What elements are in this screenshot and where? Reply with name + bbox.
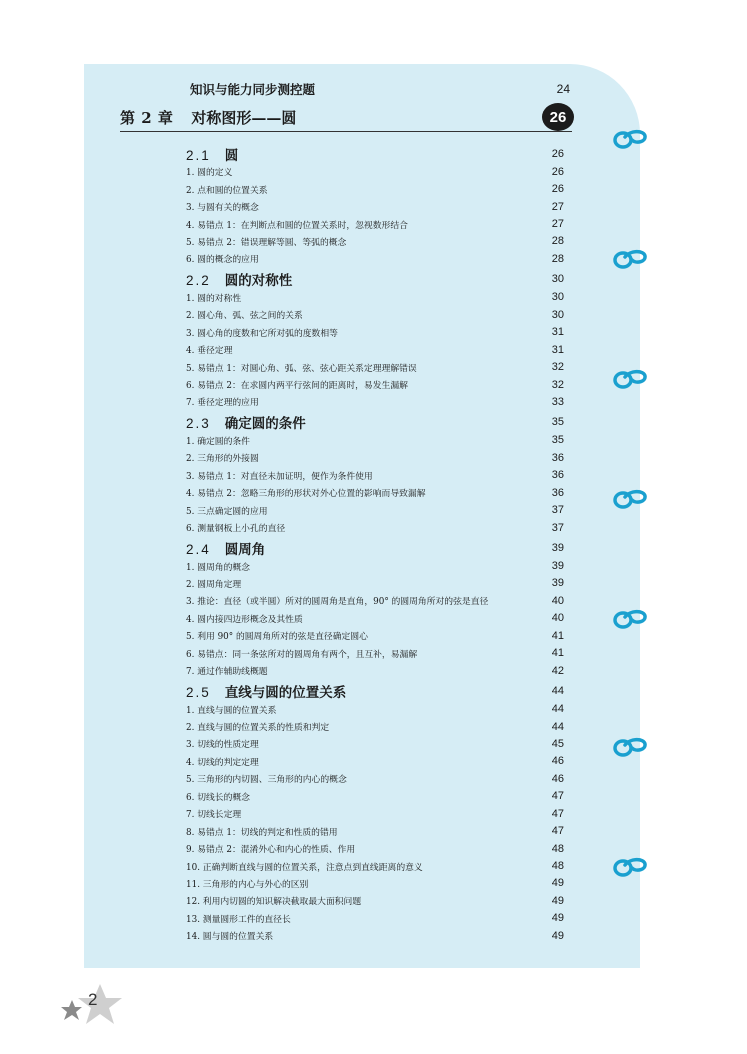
- section-number: 2.2: [186, 273, 211, 289]
- toc-item-page: 40: [551, 594, 564, 607]
- toc-item[interactable]: [186, 557, 564, 574]
- toc-item-text: 5. 三点确定圆的应用: [186, 506, 268, 517]
- toc-item[interactable]: [186, 627, 564, 644]
- toc-item-text: 5. 易错点 1：对圆心角、弧、弦、弦心距关系定理理解错误: [186, 363, 417, 374]
- toc-item[interactable]: [186, 857, 564, 874]
- section-page: 26: [551, 147, 564, 160]
- toc-item-text: 4. 易错点 1：在判断点和圆的位置关系时，忽视数形结合: [186, 220, 408, 231]
- toc-item-text: 10. 正确判断直线与圆的位置关系，注意点到直线距离的意义: [186, 862, 423, 873]
- toc-item[interactable]: [186, 840, 564, 857]
- toc-item-page: 46: [551, 755, 564, 768]
- toc-item-text: 6. 易错点 2：在求圆内两平行弦间的距离时，易发生漏解: [186, 381, 408, 392]
- toc-item-page: 49: [551, 929, 564, 942]
- section-heading[interactable]: [186, 270, 564, 289]
- chapter-heading: [120, 103, 572, 132]
- book-title-line: [190, 80, 570, 98]
- toc-item[interactable]: [186, 519, 564, 536]
- toc-item-page: 44: [551, 703, 564, 716]
- section-title-group: [186, 269, 292, 289]
- toc-item-page: 48: [551, 860, 564, 873]
- toc-item-text: 1. 圆的对称性: [186, 293, 242, 304]
- toc-item-text: 2. 圆周角定理: [186, 579, 242, 590]
- toc-item-text: 2. 点和圆的位置关系: [186, 185, 268, 196]
- toc-item-text: 14. 圆与圆的位置关系: [186, 932, 274, 943]
- toc-item[interactable]: [186, 610, 564, 627]
- toc-item-text: 3. 与圆有关的概念: [186, 203, 259, 214]
- toc-item[interactable]: [186, 735, 564, 752]
- toc-item[interactable]: [186, 501, 564, 518]
- book-title: 知识与能力同步测控题: [190, 82, 316, 97]
- toc-item[interactable]: [186, 393, 564, 410]
- toc-item-page: 32: [551, 378, 564, 391]
- toc-item[interactable]: [186, 250, 564, 267]
- toc-item[interactable]: [186, 892, 564, 909]
- section-title-group: [186, 412, 306, 432]
- toc-item-text: 7. 通过作辅助线概题: [186, 667, 268, 678]
- toc-item-text: 6. 切线长的概念: [186, 792, 250, 803]
- toc-item[interactable]: [186, 432, 564, 449]
- toc-item[interactable]: [186, 575, 564, 592]
- toc-item-page: 42: [551, 664, 564, 677]
- toc-item[interactable]: [186, 376, 564, 393]
- toc-item-page: 39: [551, 560, 564, 573]
- section-number: 2.1: [186, 147, 211, 163]
- toc-item-text: 3. 易错点 1：对直径未加证明，便作为条件使用: [186, 471, 373, 482]
- toc-item[interactable]: [186, 645, 564, 662]
- toc-item[interactable]: [186, 233, 564, 250]
- toc-item-page: 37: [551, 504, 564, 517]
- toc-item[interactable]: [186, 467, 564, 484]
- toc-item[interactable]: [186, 215, 564, 232]
- toc-item[interactable]: [186, 198, 564, 215]
- section-heading[interactable]: [186, 413, 564, 432]
- binder-ring-icon: [612, 608, 648, 630]
- toc-item-page: 31: [551, 343, 564, 356]
- toc-item-page: 35: [551, 434, 564, 447]
- toc-item[interactable]: [186, 927, 564, 944]
- toc-item-page: 30: [551, 291, 564, 304]
- table-of-contents: [186, 142, 564, 945]
- section-page: 35: [551, 416, 564, 429]
- toc-item-text: 1. 圆的定义: [186, 168, 233, 179]
- page-number: 2: [88, 990, 98, 1009]
- toc-item[interactable]: [186, 718, 564, 735]
- toc-item[interactable]: [186, 341, 564, 358]
- toc-item-page: 27: [551, 218, 564, 231]
- section-title-group: [186, 538, 265, 558]
- toc-item-text: 1. 确定圆的条件: [186, 436, 250, 447]
- toc-item-text: 8. 易错点 1：切线的判定和性质的错用: [186, 827, 338, 838]
- section-heading[interactable]: [186, 144, 564, 163]
- section-title: 确定圆的条件: [224, 416, 306, 433]
- section-title: 圆周角: [224, 541, 266, 558]
- toc-item[interactable]: [186, 449, 564, 466]
- toc-item-text: 5. 利用 90° 的圆周角所对的弦是直径确定圆心: [186, 632, 368, 643]
- binder-ring-icon: [612, 128, 648, 150]
- toc-item-text: 6. 易错点：同一条弦所对的圆周角有两个，且互补，易漏解: [186, 649, 418, 660]
- section-title: 直线与圆的位置关系: [224, 684, 347, 701]
- toc-item-text: 9. 易错点 2：混淆外心和内心的性质、作用: [186, 845, 356, 856]
- toc-item-page: 28: [551, 252, 564, 265]
- toc-item-text: 4. 切线的判定定理: [186, 757, 259, 768]
- toc-item-text: 5. 易错点 2：错误理解等圆、等弧的概念: [186, 237, 347, 248]
- toc-item[interactable]: [186, 592, 564, 609]
- section-page: 39: [551, 541, 564, 554]
- section-title: 圆的对称性: [224, 273, 293, 290]
- toc-item-text: 6. 测量钢板上小孔的直径: [186, 524, 286, 535]
- toc-item[interactable]: [186, 163, 564, 180]
- toc-item-page: 47: [551, 807, 564, 820]
- section-number: 2.3: [186, 416, 211, 432]
- toc-item-page: 46: [551, 772, 564, 785]
- toc-item[interactable]: [186, 805, 564, 822]
- toc-item-page: 36: [551, 469, 564, 482]
- toc-item-text: 1. 直线与圆的位置关系: [186, 705, 277, 716]
- toc-item-text: 2. 直线与圆的位置关系的性质和判定: [186, 723, 330, 734]
- toc-item-page: 28: [551, 235, 564, 248]
- chapter-label: 第 2 章: [120, 108, 174, 127]
- toc-item-page: 32: [551, 361, 564, 374]
- toc-item-page: 49: [551, 894, 564, 907]
- toc-item-page: 47: [551, 825, 564, 838]
- toc-item-text: 6. 圆的概念的应用: [186, 255, 259, 266]
- toc-item-page: 27: [551, 200, 564, 213]
- toc-item[interactable]: [186, 700, 564, 717]
- toc-item[interactable]: [186, 358, 564, 375]
- toc-item-text: 4. 垂径定理: [186, 346, 233, 357]
- toc-item-text: 11. 三角形的内心与外心的区别: [186, 879, 309, 890]
- toc-item[interactable]: [186, 875, 564, 892]
- toc-item[interactable]: [186, 770, 564, 787]
- toc-item-page: 40: [551, 612, 564, 625]
- chapter-title: 对称图形——圆: [191, 108, 297, 127]
- toc-item[interactable]: [186, 180, 564, 197]
- toc-item-text: 7. 垂径定理的应用: [186, 398, 259, 409]
- toc-item-text: 2. 圆心角、弧、弦之间的关系: [186, 311, 303, 322]
- toc-item-page: 26: [551, 183, 564, 196]
- toc-item[interactable]: [186, 484, 564, 501]
- toc-item-page: 44: [551, 720, 564, 733]
- section-heading[interactable]: [186, 681, 564, 700]
- toc-item-page: 49: [551, 877, 564, 890]
- binder-ring-icon: [612, 488, 648, 510]
- chapter-page-badge: 26: [542, 103, 574, 131]
- toc-item-text: 7. 切线长定理: [186, 810, 242, 821]
- toc-item[interactable]: [186, 324, 564, 341]
- toc-item[interactable]: [186, 788, 564, 805]
- toc-item-text: 3. 圆心角的度数和它所对弧的度数相等: [186, 328, 338, 339]
- binder-ring-icon: [612, 736, 648, 758]
- toc-item-page: 48: [551, 842, 564, 855]
- toc-item-page: 45: [551, 737, 564, 750]
- toc-item[interactable]: [186, 910, 564, 927]
- toc-item-text: 2. 三角形的外接圆: [186, 454, 259, 465]
- toc-item-text: 3. 切线的性质定理: [186, 740, 259, 751]
- toc-item[interactable]: [186, 753, 564, 770]
- toc-item-text: 4. 易错点 2：忽略三角形的形状对外心位置的影响而导致漏解: [186, 489, 426, 500]
- binder-ring-icon: [612, 368, 648, 390]
- section-title-group: [186, 681, 346, 701]
- binder-ring-icon: [612, 856, 648, 878]
- toc-item-page: 41: [551, 629, 564, 642]
- binder-ring-icon: [612, 248, 648, 270]
- toc-item-text: 3. 推论：直径（或半圆）所对的圆周角是直角，90° 的圆周角所对的弦是直径: [186, 597, 489, 608]
- toc-item-text: 13. 测量圆形工件的直径长: [186, 914, 291, 925]
- section-heading[interactable]: [186, 538, 564, 557]
- toc-item[interactable]: [186, 306, 564, 323]
- toc-item[interactable]: [186, 662, 564, 679]
- toc-item-text: 1. 圆周角的概念: [186, 562, 250, 573]
- section-number: 2.4: [186, 541, 211, 557]
- toc-item-text: 5. 三角形的内切圆、三角形的内心的概念: [186, 775, 347, 786]
- toc-item[interactable]: [186, 289, 564, 306]
- toc-item-page: 36: [551, 451, 564, 464]
- toc-item-page: 49: [551, 912, 564, 925]
- toc-item-text: 12. 利用内切圆的知识解决截取最大面积问题: [186, 897, 362, 908]
- section-number: 2.5: [186, 684, 211, 700]
- toc-item-page: 30: [551, 308, 564, 321]
- section-title: 圆: [224, 147, 239, 164]
- toc-item-page: 41: [551, 647, 564, 660]
- book-title-page: 24: [556, 82, 570, 96]
- toc-item-page: 39: [551, 577, 564, 590]
- section-page: 30: [551, 273, 564, 286]
- toc-item-page: 36: [551, 486, 564, 499]
- toc-item-page: 37: [551, 521, 564, 534]
- toc-item-page: 31: [551, 326, 564, 339]
- section-title-group: [186, 144, 238, 164]
- toc-item[interactable]: [186, 822, 564, 839]
- toc-item-page: 26: [551, 165, 564, 178]
- toc-item-text: 4. 圆内接四边形概念及其性质: [186, 614, 303, 625]
- toc-item-page: 33: [551, 395, 564, 408]
- section-page: 44: [551, 684, 564, 697]
- toc-item-page: 47: [551, 790, 564, 803]
